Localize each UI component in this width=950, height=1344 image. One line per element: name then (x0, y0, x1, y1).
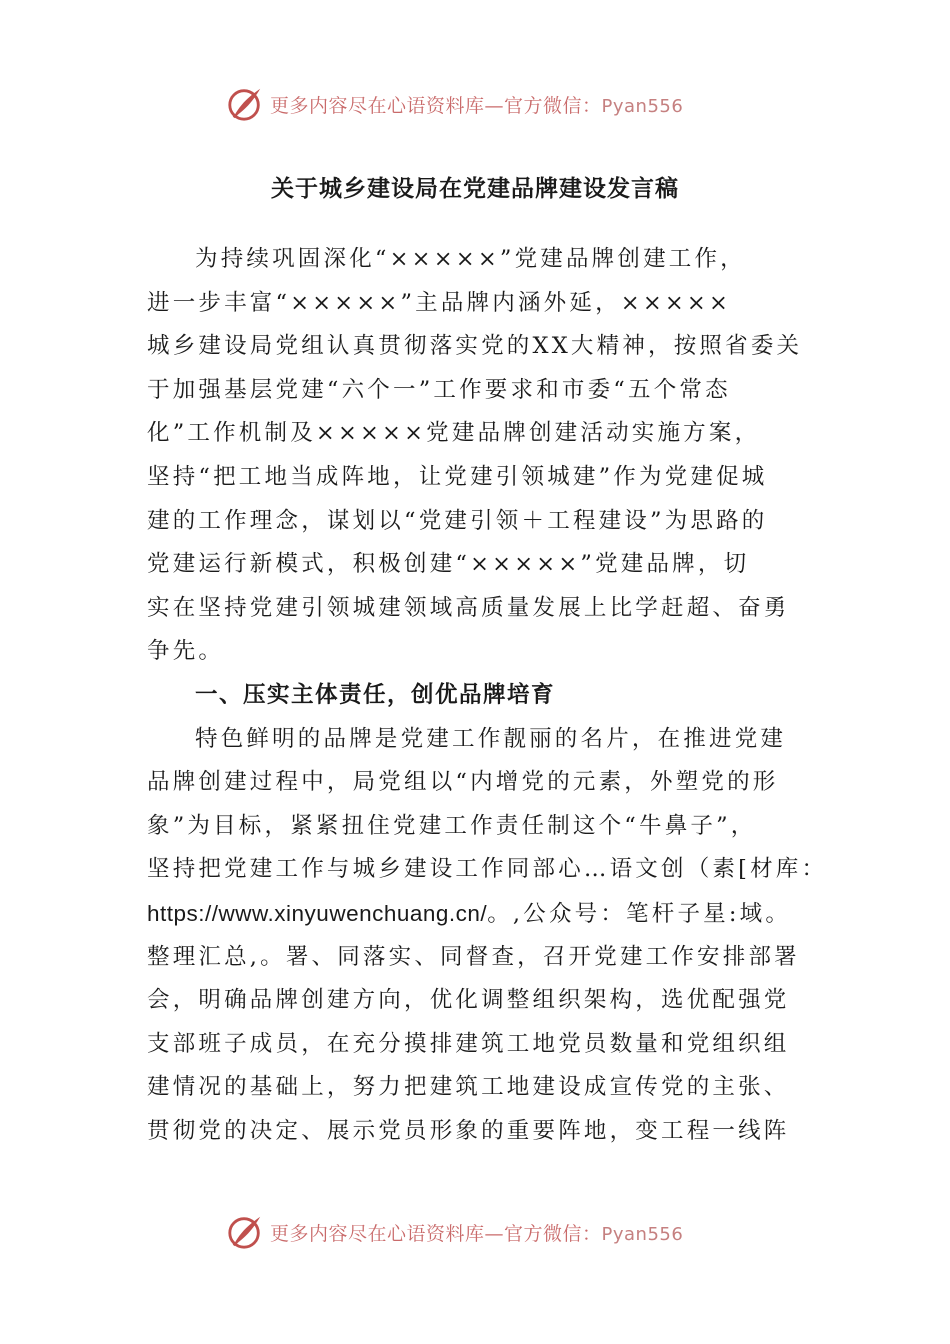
paragraph-line: 争先。 (147, 638, 225, 665)
paragraph-line: 城乡建设局党组认真贯彻落实党的XX大精神，按照省委关 (147, 333, 803, 360)
paragraph-line: 进一步丰富“×××××”主品牌内涵外延，××××× (147, 289, 732, 316)
paragraph-line: 坚持“把工地当成阵地，让党建引领城建”作为党建促城 (147, 463, 768, 490)
watermark-text: 更多内容尽在心语资料库—官方微信：Pyan556 (270, 94, 684, 117)
paragraph-line: 特色鲜明的品牌是党建工作靓丽的名片，在推进党建 (195, 725, 787, 752)
wechat-id: Pyan556 (601, 1223, 684, 1245)
paragraph-line: 党建运行新模式，积极创建“×××××”党建品牌，切 (147, 551, 750, 578)
wechat-id: Pyan556 (601, 95, 684, 117)
paragraph-line: 为持续巩固深化“×××××”党建品牌创建工作， (195, 246, 746, 272)
paragraph-line: 化”工作机制及×××××党建品牌创建活动实施方案， (147, 420, 761, 447)
quill-pen-logo-icon (226, 85, 264, 123)
section-heading: 一、压实主体责任，创优品牌培育 (195, 681, 556, 708)
document-body (147, 238, 828, 1153)
footer-watermark-banner (226, 1212, 746, 1252)
paragraph-line: 会，明确品牌创建方向，优化调整组织架构，选优配强党 (147, 987, 790, 1014)
paragraph-line: 建情况的基础上，努力把建筑工地建设成宣传党的主张、 (147, 1074, 790, 1101)
url-line-rest: 。,公众号：笔杆子星:域。 (487, 900, 792, 927)
watermark-text: 更多内容尽在心语资料库—官方微信：Pyan556 (270, 1222, 684, 1245)
paragraph-line: 贯彻党的决定、展示党员形象的重要阵地，变工程一线阵 (147, 1117, 790, 1144)
url-line (147, 892, 807, 936)
paragraph-line: 坚持把党建工作与城乡建设工作同部心…语文创（素[材库： (147, 856, 828, 883)
paragraph-line: 品牌创建过程中，局党组以“内增党的元素，外塑党的形 (147, 769, 779, 796)
paragraph-line: 象”为目标，紧紧扭住党建工作责任制这个“牛鼻子”， (147, 812, 757, 839)
document-title: 关于城乡建设局在党建品牌建设发言稿 (271, 176, 679, 202)
paragraph-line: 建的工作理念，谋划以“党建引领＋工程建设”为思路的 (147, 507, 768, 534)
header-watermark-banner (226, 84, 746, 124)
paragraph-line: 实在坚持党建引领城建领域高质量发展上比学赶超、奋勇 (147, 594, 790, 621)
paragraph-line: 支部班子成员，在充分摸排建筑工地党员数量和党组织组 (147, 1030, 790, 1057)
paragraph-line: 于加强基层党建“六个一”工作要求和市委“五个常态 (147, 376, 731, 403)
paragraph-line: 整理汇总,。署、同落实、同督查，召开党建工作安排部署 (147, 943, 800, 970)
source-url: https://www.xinyuwenchuang.cn/ (147, 900, 488, 926)
quill-pen-logo-icon (226, 1213, 264, 1251)
